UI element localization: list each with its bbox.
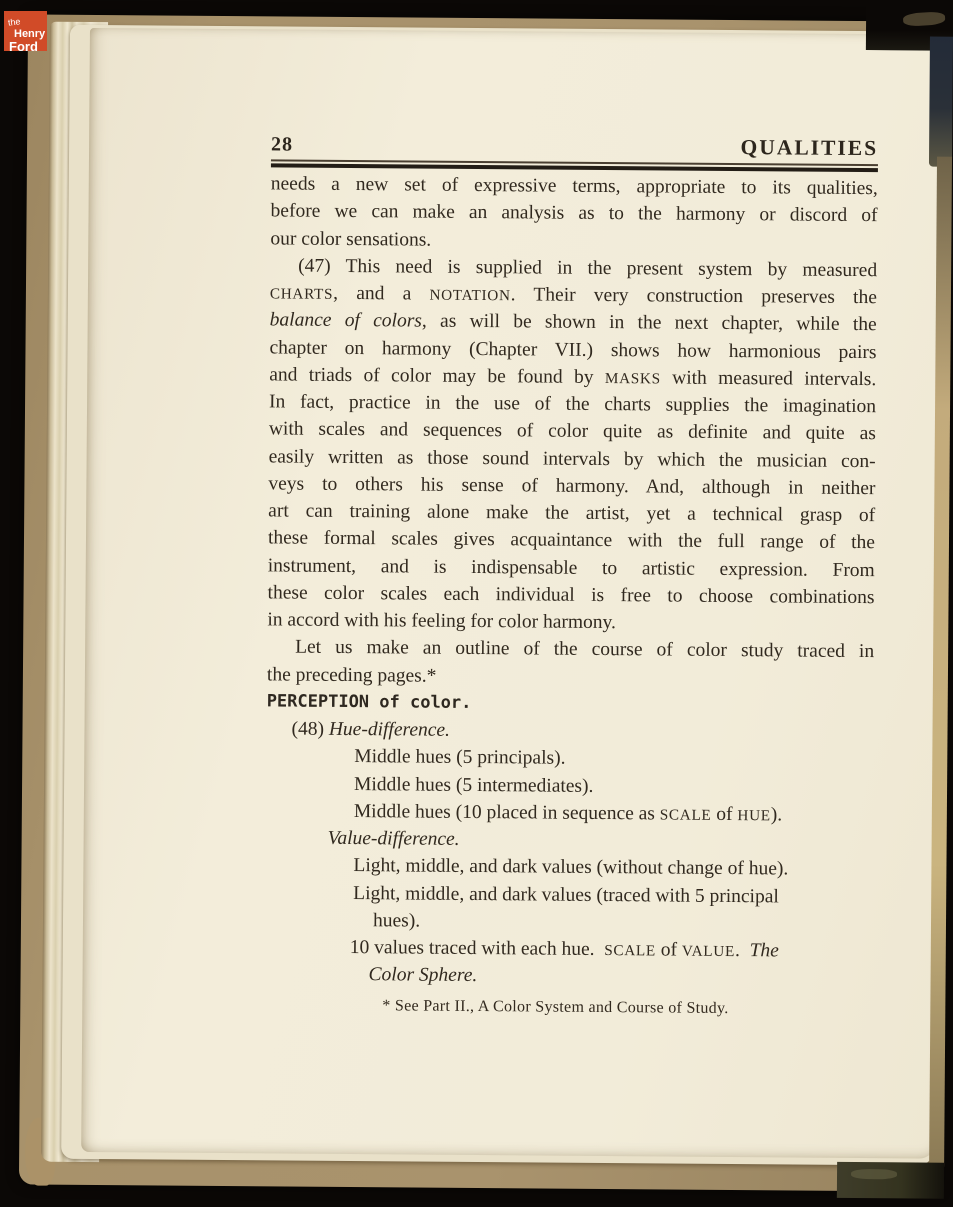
text-segment: Light, middle, and dark values (traced with 5 principal	[353, 882, 779, 907]
photo-corner-bottom-right	[837, 1162, 944, 1199]
text-line	[264, 961, 871, 993]
text-segment: Light, middle, and dark values (without change of hue).	[353, 855, 789, 880]
cover-spine-edge	[929, 37, 953, 167]
running-head-row	[271, 131, 878, 161]
text-segment: SCALE	[604, 942, 656, 960]
text-line	[270, 307, 877, 339]
text-segment: Value-difference.	[327, 827, 460, 850]
text-segment: of	[711, 803, 738, 825]
text-flow	[264, 170, 877, 992]
text-segment: (48)	[291, 718, 329, 740]
text-segment: with measured intervals.	[660, 367, 877, 390]
text-segment: , as will be shown in the next chapter, while the	[421, 310, 877, 336]
text-segment: our color sensations.	[270, 227, 432, 251]
text-line	[265, 933, 872, 965]
text-segment: easily written as those sound intervals by which the musician con-	[268, 445, 876, 472]
text-segment: needs a new set of expressive terms, appropriate to its qualities,	[270, 173, 878, 200]
text-segment: In fact, practice in the use of the charts supplies the imagination	[269, 391, 877, 418]
text-segment: the preceding pages.*	[266, 663, 437, 687]
text-segment: NOTATION	[429, 286, 511, 305]
text-segment: balance of colors	[269, 309, 423, 332]
footnote: * See Part II., A Color System and Course of Study.	[382, 997, 729, 1018]
text-segment: and triads of color may be found by	[269, 364, 605, 388]
text-segment: MASKS	[604, 369, 661, 388]
text-segment: these formal scales gives acquaintance with the full range of the	[267, 527, 876, 554]
text-segment: with scales and sequences of color quite as definite and quite as	[268, 418, 876, 445]
text-segment: art can training alone make the artist, yet a technical grasp of	[268, 500, 876, 527]
text-segment: HUE	[737, 806, 771, 825]
text-line	[265, 879, 872, 911]
text-segment: , and a	[333, 282, 430, 305]
page-header	[271, 131, 878, 171]
text-segment: veys to others his sense of harmony. And, although in neither	[268, 473, 876, 499]
text-segment: VALUE	[681, 942, 736, 961]
text-segment: .	[734, 940, 750, 962]
text-segment: before we can make an analysis as to the harmony or discord of	[270, 200, 878, 227]
text-segment: PERCEPTION of color.	[266, 691, 472, 713]
text-segment: Let us make an outline of the course of color study traced in	[295, 636, 875, 663]
text-segment: Middle hues (5 intermediates).	[354, 773, 594, 797]
text-line	[269, 416, 876, 448]
text-segment: (47) This need is supplied in the present system by measured	[298, 255, 878, 281]
text-segment: in accord with his feeling for color harmony.	[267, 609, 616, 634]
henry-ford-watermark	[4, 11, 47, 54]
page-number: 28	[271, 133, 294, 156]
text-segment: instrument, and is indispensable to artistic expression. From	[267, 554, 875, 581]
text-segment: Middle hues (10 placed in sequence as	[353, 800, 660, 825]
text-segment: Middle hues (5 principals).	[354, 746, 566, 769]
text-line	[266, 743, 873, 775]
running-head: QUALITIES	[740, 135, 879, 161]
text-line	[268, 525, 875, 557]
text-segment: these color scales each individual is free to choose combinations	[267, 582, 875, 608]
watermark-ford: Ford	[9, 39, 38, 54]
text-segment: chapter on harmony (Chapter VII.) shows how harmonious pairs	[269, 336, 877, 363]
text-line	[270, 198, 877, 230]
cover-smudge-bottom-right	[851, 1169, 897, 1179]
text-segment: CHARTS	[269, 285, 334, 303]
text-segment: of	[655, 939, 683, 961]
text-segment: The	[749, 940, 779, 962]
watermark-henry: Henry	[14, 28, 46, 40]
text-segment: Color Sphere.	[368, 964, 478, 987]
text-line	[267, 634, 874, 666]
text-line	[265, 852, 872, 884]
text-segment: Hue-difference.	[328, 718, 451, 741]
text-segment: SCALE	[659, 806, 712, 824]
text-segment: . Their very construction preserves the	[510, 284, 878, 309]
text-segment: hues).	[372, 909, 421, 932]
text-segment: ).	[770, 804, 783, 826]
text-segment: 10 values traced with each hue.	[349, 937, 605, 961]
watermark-the: the	[7, 16, 22, 28]
